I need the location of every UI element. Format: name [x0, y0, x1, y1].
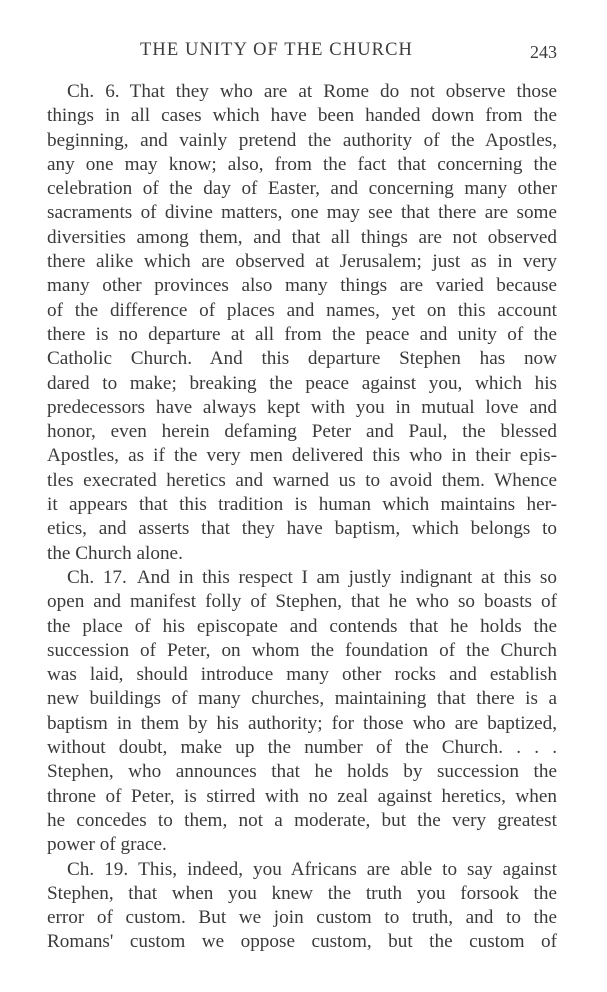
text-line: any one may know; also, from the fact that concerning the	[47, 153, 557, 175]
paragraph-ch-19	[47, 858, 557, 955]
text-line: etics, and asserts that they have baptism, which belongs to	[47, 518, 557, 540]
text-line: things in all cases which have been handed down from the	[47, 105, 557, 127]
text-line: power of grace.	[47, 834, 167, 856]
text-line: baptism in them by his authority; for those who are baptized,	[47, 712, 557, 734]
running-title: THE UNITY OF THE CHURCH	[140, 40, 413, 60]
text-line: Apostles, as if the very men delivered this who in their epis-	[47, 445, 557, 467]
text-line: sacraments of divine matters, one may see that there are some	[47, 202, 557, 224]
text-line: Ch. 19. This, indeed, you Africans are able to say against	[67, 858, 557, 880]
text-line: beginning, and vainly pretend the authority of the Apostles,	[47, 129, 557, 151]
text-line: dared to make; breaking the peace against you, which his	[47, 372, 557, 394]
text-line: Stephen, that when you knew the truth you forsook the	[47, 882, 557, 904]
text-line: he concedes to them, not a moderate, but the very greatest	[47, 809, 557, 831]
chapter-label: Ch. 19.	[67, 858, 129, 880]
text-line: many other provinces also many things are varied because	[47, 275, 557, 297]
text-line: new buildings of many churches, maintaining that there is a	[47, 688, 557, 710]
body-text	[47, 80, 557, 955]
text-line: throne of Peter, is stirred with no zeal against heretics, when	[47, 785, 557, 807]
paragraph-ch-17	[47, 566, 557, 858]
text-line: predecessors have always kept with you in mutual love and	[47, 396, 557, 418]
text-line: honor, even herein defaming Peter and Paul, the blessed	[47, 421, 557, 443]
text-line: succession of Peter, on whom the foundation of the Church	[47, 639, 557, 661]
text-line: Catholic Church. And this departure Stephen has now	[47, 348, 557, 370]
text-line: the place of his episcopate and contends that he holds the	[47, 615, 557, 637]
text-line: Ch. 6. That they who are at Rome do not observe those	[67, 81, 557, 102]
text-line: it appears that this tradition is human which maintains her-	[47, 494, 557, 516]
text-line: there is no departure at all from the peace and unity of the	[47, 323, 557, 345]
text-line: Ch. 17. And in this respect I am justly indignant at this so	[67, 566, 557, 588]
text-line: the Church alone.	[47, 542, 183, 564]
chapter-label: Ch. 17.	[67, 566, 127, 588]
text-line: Romans' custom we oppose custom, but the custom of	[47, 931, 557, 953]
text-line: open and manifest folly of Stephen, that he who so boasts of	[47, 591, 557, 613]
text-line: tles execrated heretics and warned us to avoid them. Whence	[47, 469, 557, 491]
text-line: there alike which are observed at Jerusalem; just as in very	[47, 251, 557, 273]
running-head	[47, 40, 557, 66]
text-line: error of custom. But we join custom to truth, and to the	[47, 907, 557, 929]
text-line: without doubt, make up the number of the Church. . . .	[47, 737, 557, 759]
text-line: celebration of the day of Easter, and concerning many other	[47, 178, 557, 200]
text-line: Stephen, who announces that he holds by succession the	[47, 761, 557, 783]
text-line: was laid, should introduce many other rocks and establish	[47, 664, 557, 686]
paragraph-ch-6	[47, 80, 557, 566]
text-line: of the difference of places and names, yet on this account	[47, 299, 557, 321]
text-line: diversities among them, and that all things are not observed	[47, 226, 557, 248]
page-number: 243	[530, 42, 557, 62]
chapter-label: Ch. 6.	[67, 81, 120, 102]
